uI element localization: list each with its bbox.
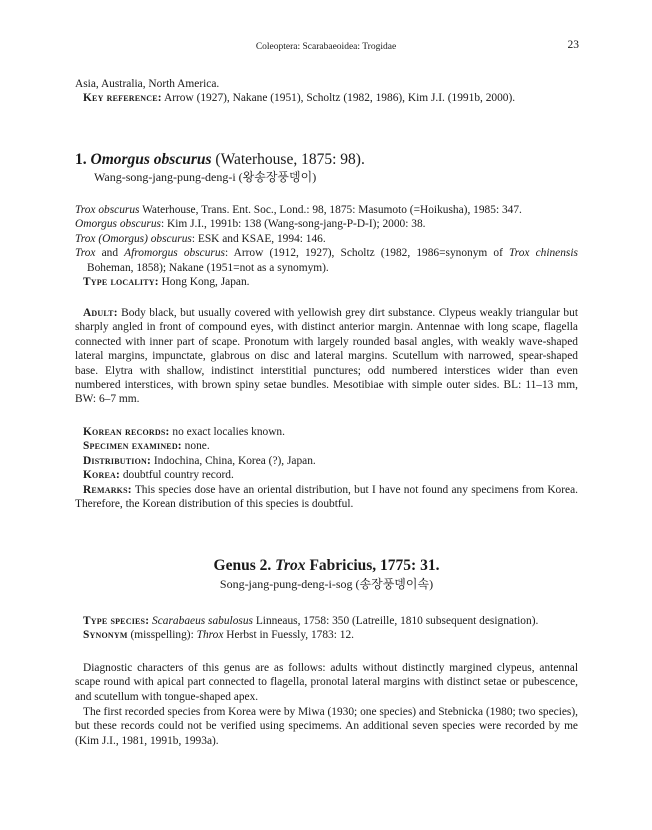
specimen-examined: Specimen examined: none. (83, 440, 210, 453)
genus-prefix: Genus 2. (213, 557, 272, 574)
type-locality (75, 275, 578, 289)
genus-synonym: Synonym (misspelling): Throx Herbst in Fuessly, 1783: 12. (83, 629, 355, 642)
genus-diagnosis: Diagnostic characters of this genus are as follows: adults without distinctly margined clypeus, antennal scape round with apical part connected to flagella, pronotal lateral margins with distinct setae or pubescence, and scutellum with tongue-shaped apex. (75, 662, 578, 703)
genus-records: The first recorded species from Korea were by Miwa (1930; one species) and Stebnicka (1980; two species), but these records could not be verified using specimems. An additional seven species were recorded by me (Kim J.I., 1981, 1991b, 1993a). (75, 706, 579, 747)
synonym-entry: Trox obscurus Waterhouse, Trans. Ent. Soc., Lond.: 98, 1875: Masumoto (=Hoikusha), 1985: 347. (75, 204, 522, 216)
species-authority: (Waterhouse, 1875: 98). (215, 151, 365, 168)
genus-authority: Fabricius, 1775: 31. (309, 557, 440, 574)
korean-records: Korean records: no exact localies known. (83, 426, 285, 438)
korea-status: Korea: doubtful country record. (83, 469, 234, 482)
species-heading (75, 150, 578, 184)
synonym-entry: Trox (Omorgus) obscurus: ESK and KSAE, 1994: 146. (75, 232, 326, 245)
key-reference-text: Arrow (1927), Nakane (1951), Scholtz (1982, 1986), Kim J.I. (1991b, 2000). (163, 92, 516, 105)
records-section (75, 425, 578, 511)
species-korean-name: Wang-song-jang-pung-deng-i (왕송장풍뎅이) (94, 170, 317, 184)
intro-section (75, 77, 578, 106)
type-locality-value: Hong Kong, Japan. (161, 276, 250, 289)
synonym-entry: Omorgus obscurus: Kim J.I., 1991b: 138 (Wang-song-jang-P-D-I); 2000: 38. (75, 218, 426, 231)
key-reference-label: Key reference: (83, 92, 162, 105)
genus-korean-name: Song-jang-pung-deng-i-sog (송장풍뎅이속) (219, 577, 434, 591)
adult-label: Adult: (83, 307, 118, 319)
genus-title (75, 556, 578, 576)
synonymy-list (75, 203, 578, 289)
genus-name: Trox (275, 557, 306, 574)
synonym-entry: Trox and Afromorgus obscurus: Arrow (1912, 1927), Scholtz (1982, 1986=synonym of Trox chinensis Boheman, 1858); Nakane (1951=not as a synomym). (75, 247, 578, 274)
running-head: Coleoptera: Scarabaeoidea: Trogidae (255, 42, 397, 52)
species-number: 1. (75, 151, 87, 168)
key-reference (75, 91, 578, 105)
genus-type-section (75, 614, 578, 643)
type-species: Type species: Scarabaeus sabulosus Linneaus, 1758: 350 (Latreille, 1810 subsequent designation). (83, 615, 539, 627)
genus-heading (75, 556, 578, 592)
remarks: Remarks: This species dose have an oriental distribution, but I have not found any specimens from Korea. Therefore, the Korean distribution of this species is doubtful. (75, 483, 578, 511)
page-number: 23 (567, 39, 579, 51)
adult-description (75, 306, 578, 407)
species-name: Omorgus obscurus (90, 151, 212, 168)
type-locality-label: Type locality: (83, 276, 159, 289)
adult-text: Body black, but usually covered with yellowish grey dirt substance. Clypeus weakly triangular but sharply angled in front of compound eyes, with distinct anterior margin. Antennae with long scape, flagella connected with inner part of scape. Pronotum with largely rounded basal angles, with weakly wave-shaped lateral margins, impunctate, glabrous on disc and lateral margins. Scutellum with narrowed, spear-shaped base. Elytra with shallow, indistinct interstitial punctures; odd numbered interstices wider than even numbered interstices, with brown spiny setae bundles. Mesotibiae with simple outer sides. BL: 11–13 mm, BW: 6–7 mm. (75, 307, 578, 406)
distribution-line: Asia, Australia, North America. (75, 78, 220, 90)
distribution: Distribution: Indochina, China, Korea (?), Japan. (83, 454, 316, 467)
species-title (75, 150, 578, 170)
